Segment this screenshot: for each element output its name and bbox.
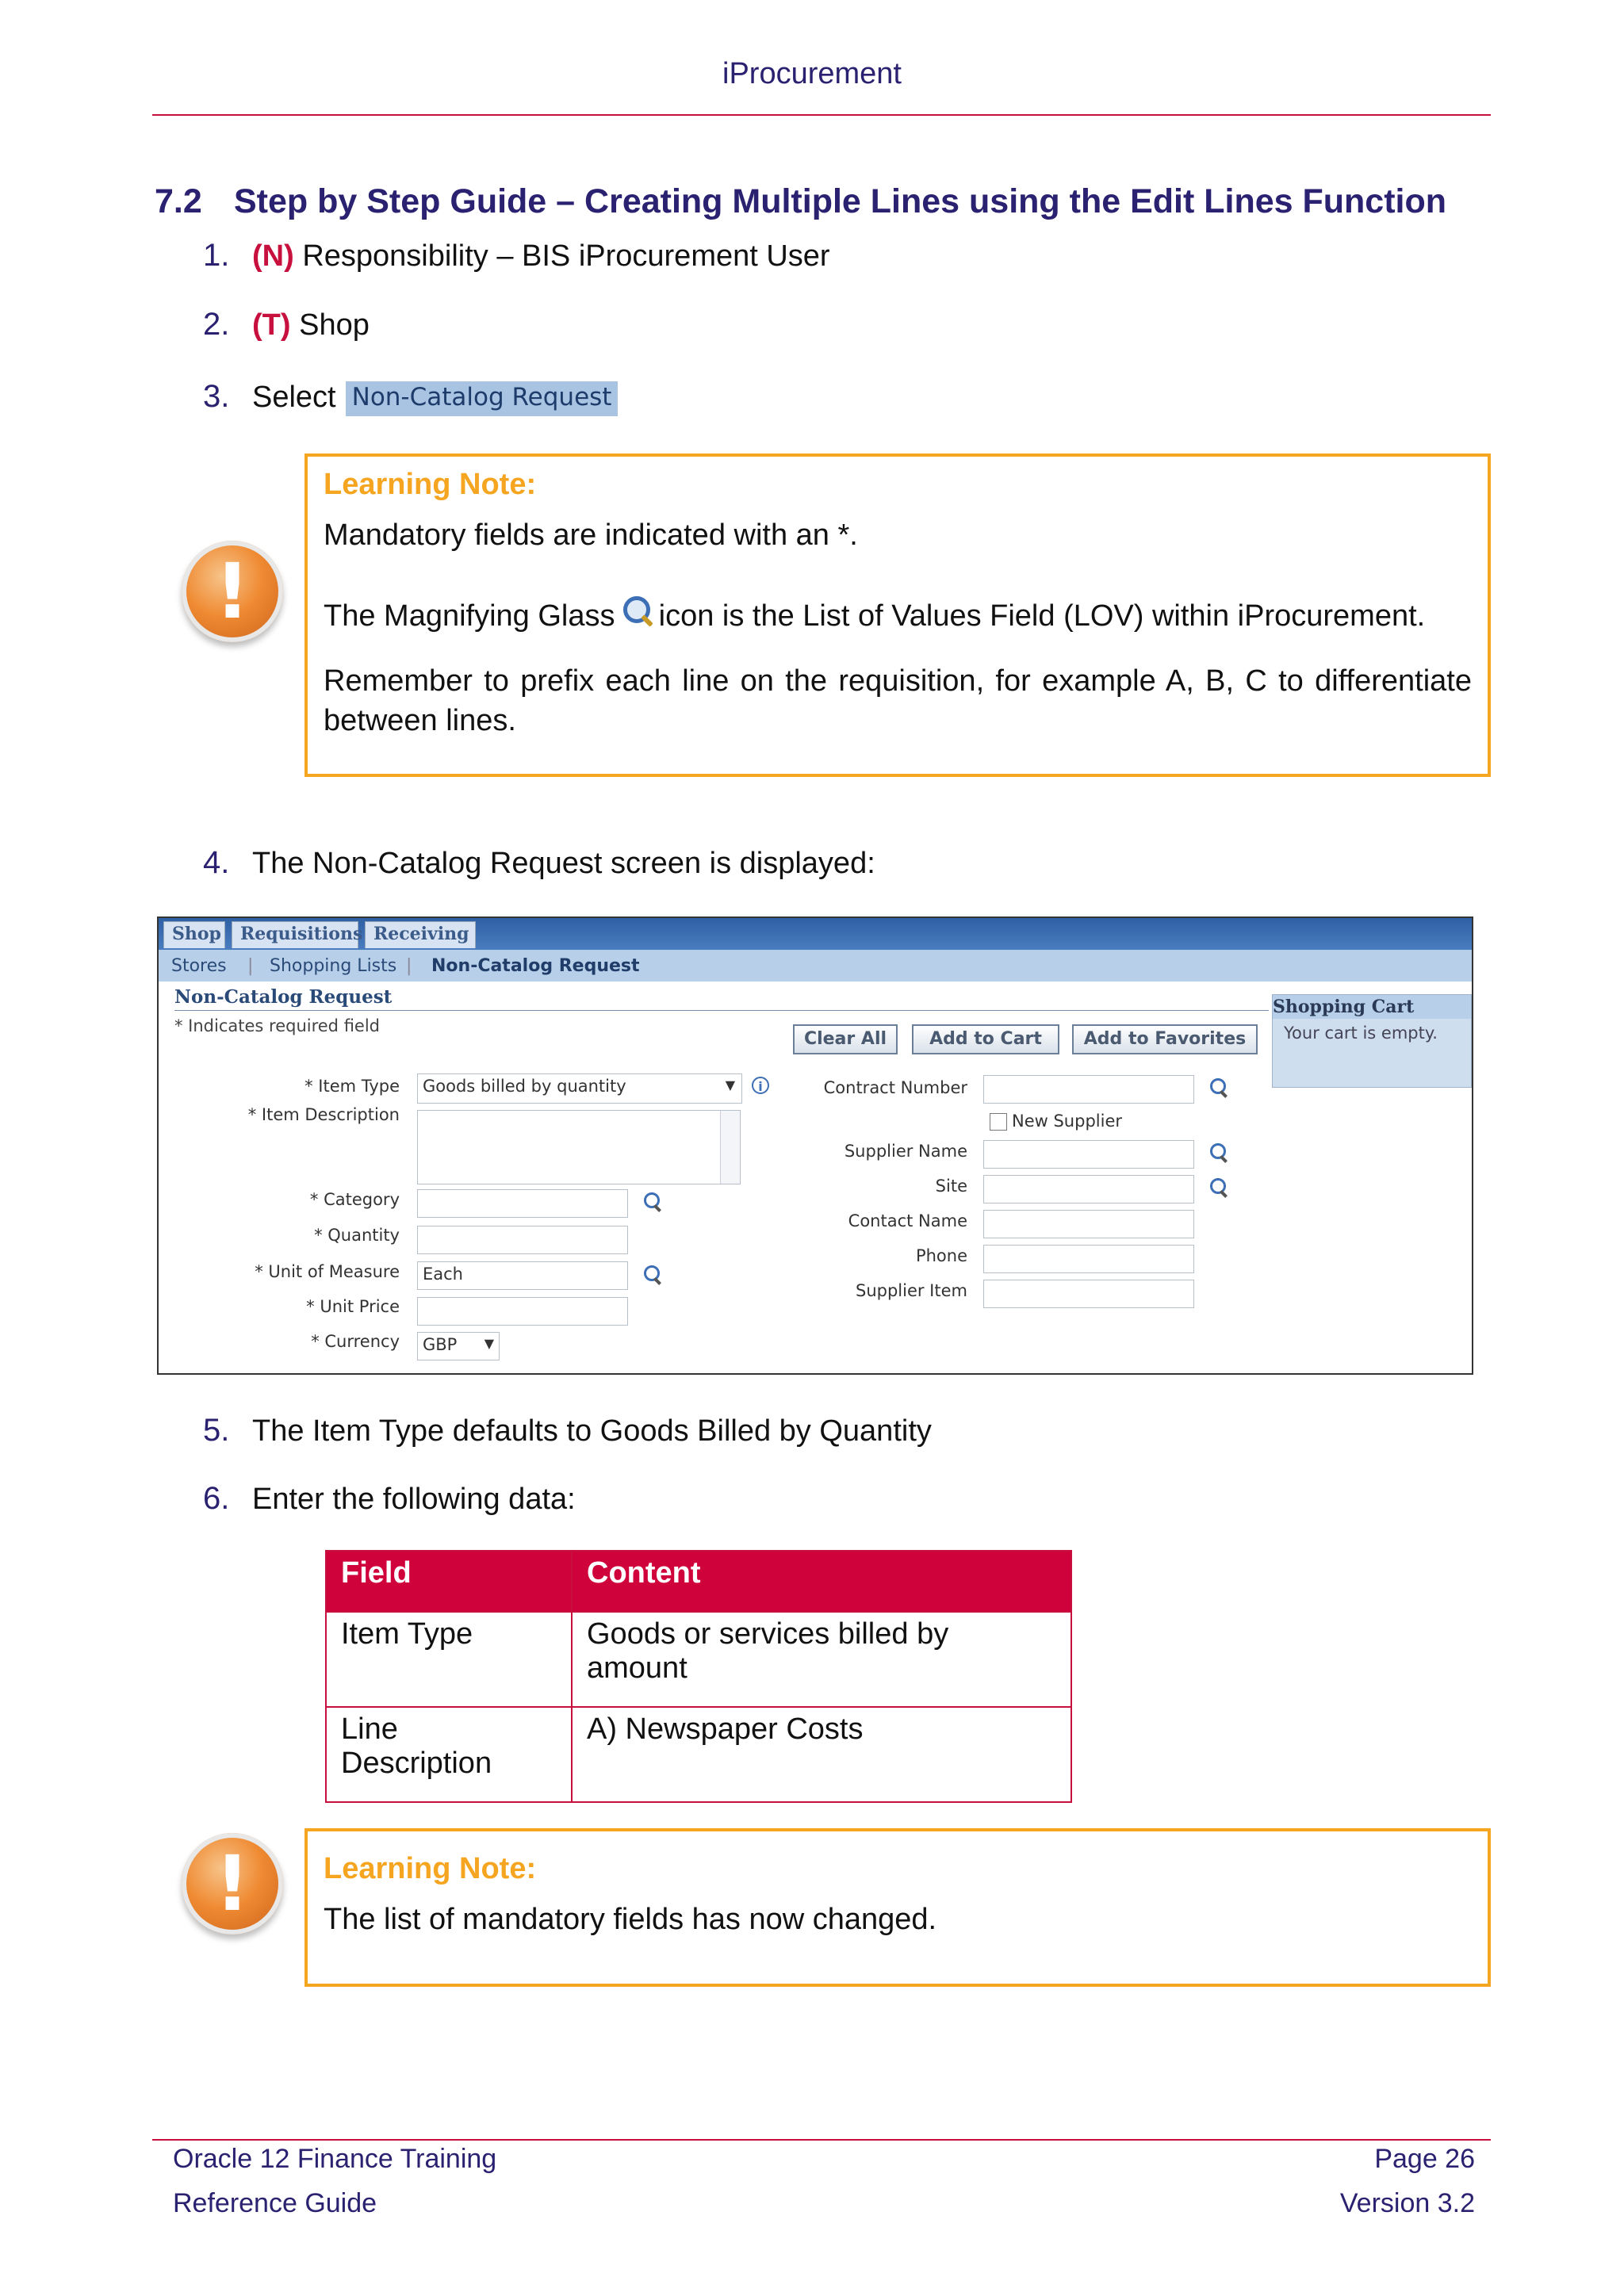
non-catalog-request-screenshot xyxy=(157,916,1473,1375)
note-line: Mandatory fields are indicated with an *. xyxy=(324,519,858,552)
note-line: The list of mandatory fields has now changed. xyxy=(324,1903,937,1936)
note-line xyxy=(324,596,1472,636)
unit-price-field[interactable] xyxy=(417,1297,628,1326)
chevron-down-icon: ▼ xyxy=(484,1336,494,1351)
step-3 xyxy=(203,379,618,416)
subnav-shopping-lists[interactable]: Shopping Lists xyxy=(270,956,397,976)
quantity-field[interactable] xyxy=(417,1226,628,1254)
step-number: 5. xyxy=(203,1413,230,1448)
learning-note-title: Learning Note: xyxy=(324,1852,537,1885)
note-text: icon is the List of Values Field (LOV) within iProcurement. xyxy=(658,599,1426,633)
site-field[interactable] xyxy=(983,1175,1194,1203)
subnav-stores[interactable]: Stores xyxy=(171,956,227,976)
step-number: 2. xyxy=(203,307,230,342)
subnav-non-catalog-request[interactable]: Non-Catalog Request xyxy=(431,956,640,976)
step-1 xyxy=(203,238,830,274)
label-supplier-item: Supplier Item xyxy=(855,1281,967,1300)
label-currency: * Currency xyxy=(311,1332,400,1351)
header-divider xyxy=(152,114,1491,116)
uom-lov-icon[interactable] xyxy=(644,1265,660,1281)
item-type-value: Goods billed by quantity xyxy=(423,1077,626,1096)
magnifying-glass-icon xyxy=(623,596,650,623)
field-content-table xyxy=(325,1550,1072,1803)
step-text: Shop xyxy=(299,308,370,342)
subnav-separator: | xyxy=(406,956,412,976)
label-unit-of-measure: * Unit of Measure xyxy=(255,1262,400,1281)
new-supplier-label: New Supplier xyxy=(1012,1112,1123,1131)
learning-note-1 xyxy=(304,453,1491,777)
step-number: 1. xyxy=(203,238,230,273)
contact-name-field[interactable] xyxy=(983,1210,1194,1238)
uom-value: Each xyxy=(423,1265,463,1284)
subnav-separator: | xyxy=(247,956,254,976)
step-number: 6. xyxy=(203,1481,230,1516)
supplier-lov-icon[interactable] xyxy=(1210,1143,1226,1159)
shopping-cart-title: Shopping Cart xyxy=(1273,995,1471,1019)
item-type-select[interactable] xyxy=(417,1073,742,1104)
label-item-description: * Item Description xyxy=(247,1105,400,1124)
currency-value: GBP xyxy=(423,1335,458,1354)
new-supplier-checkbox[interactable] xyxy=(990,1113,1007,1131)
label-phone: Phone xyxy=(915,1246,967,1265)
required-hint: * Indicates required field xyxy=(174,1016,381,1035)
section-title xyxy=(155,182,1446,221)
step-text: Responsibility – BIS iProcurement User xyxy=(302,239,830,273)
note-line: Remember to prefix each line on the requisition, for example A, B, C to differentiate between lines. xyxy=(324,664,1472,737)
supplier-name-field[interactable] xyxy=(983,1140,1194,1169)
step-text: The Item Type defaults to Goods Billed by Quantity xyxy=(252,1414,932,1448)
label-quantity: * Quantity xyxy=(314,1226,400,1245)
table-header-row xyxy=(326,1551,1071,1612)
step-5 xyxy=(203,1413,932,1448)
learning-note-2 xyxy=(304,1828,1491,1987)
table-row xyxy=(326,1612,1071,1707)
chevron-down-icon: ▼ xyxy=(725,1077,735,1093)
section-title-text: Step by Step Guide – Creating Multiple Lines using the Edit Lines Function xyxy=(234,182,1446,220)
label-contract-number: Contract Number xyxy=(823,1078,967,1097)
label-supplier-name: Supplier Name xyxy=(844,1142,967,1161)
step-6 xyxy=(203,1481,576,1517)
step-text: Enter the following data: xyxy=(252,1483,576,1516)
nav-tag: (N) xyxy=(252,239,294,273)
learning-note-title: Learning Note: xyxy=(324,468,537,501)
table-header-content: Content xyxy=(572,1551,1071,1612)
table-cell: Item Type xyxy=(326,1612,572,1707)
table-cell: Line Description xyxy=(326,1707,572,1802)
clear-all-button[interactable]: Clear All xyxy=(793,1024,898,1054)
step-number: 4. xyxy=(203,845,230,880)
supplier-item-field[interactable] xyxy=(983,1280,1194,1308)
cart-empty-text: Your cart is empty. xyxy=(1284,1024,1438,1043)
site-lov-icon[interactable] xyxy=(1210,1178,1226,1194)
label-site: Site xyxy=(935,1177,967,1196)
warning-icon: ! xyxy=(182,541,283,642)
table-cell: Goods or services billed by amount xyxy=(572,1612,1071,1707)
non-catalog-request-link-image: Non-Catalog Request xyxy=(346,381,619,416)
nav-tag: (T) xyxy=(252,308,291,342)
step-text: Select xyxy=(252,381,336,414)
tab-receiving[interactable]: Receiving xyxy=(365,921,476,948)
add-to-favorites-button[interactable]: Add to Favorites xyxy=(1072,1024,1258,1054)
contract-lov-icon[interactable] xyxy=(1210,1078,1226,1094)
heading-underline xyxy=(174,1010,1269,1011)
footer-course-title: Oracle 12 Finance Training xyxy=(173,2144,497,2174)
label-contact-name: Contact Name xyxy=(848,1211,967,1230)
phone-field[interactable] xyxy=(983,1245,1194,1273)
add-to-cart-button[interactable]: Add to Cart xyxy=(912,1024,1059,1054)
footer-divider xyxy=(152,2139,1491,2141)
table-cell: A) Newspaper Costs xyxy=(572,1707,1071,1802)
section-number: 7.2 xyxy=(155,182,202,220)
step-number: 3. xyxy=(203,379,230,414)
tab-requisitions[interactable]: Requisitions xyxy=(232,921,358,948)
category-lov-icon[interactable] xyxy=(644,1192,660,1208)
table-row xyxy=(326,1707,1071,1802)
warning-icon: ! xyxy=(182,1833,283,1934)
step-text: The Non-Catalog Request screen is displayed: xyxy=(252,847,875,880)
learning-note-body xyxy=(324,515,1472,740)
category-field[interactable] xyxy=(417,1189,628,1218)
step-2 xyxy=(203,307,370,342)
footer-doc-type: Reference Guide xyxy=(173,2188,377,2218)
sub-navigation xyxy=(159,950,1472,982)
learning-note-body xyxy=(324,1900,1472,1939)
footer-page-number: Page 26 xyxy=(1374,2144,1475,2174)
label-item-type: * Item Type xyxy=(304,1077,400,1096)
textarea-scrollbar[interactable] xyxy=(720,1111,740,1184)
item-description-textarea[interactable] xyxy=(417,1110,741,1184)
note-text: The Magnifying Glass xyxy=(324,599,615,633)
footer-version: Version 3.2 xyxy=(1339,2188,1475,2218)
tab-shop[interactable]: Shop xyxy=(163,921,225,948)
currency-select[interactable] xyxy=(417,1332,500,1360)
unit-of-measure-field[interactable] xyxy=(417,1261,628,1290)
shopping-cart-panel xyxy=(1272,994,1472,1088)
step-4 xyxy=(203,845,875,881)
screen-heading: Non-Catalog Request xyxy=(174,986,393,1008)
label-category: * Category xyxy=(309,1190,400,1209)
info-icon[interactable]: i xyxy=(752,1077,769,1094)
table-header-field: Field xyxy=(326,1551,572,1612)
page-header-title: iProcurement xyxy=(722,57,902,90)
contract-number-field[interactable] xyxy=(983,1075,1194,1104)
label-unit-price: * Unit Price xyxy=(306,1297,400,1316)
